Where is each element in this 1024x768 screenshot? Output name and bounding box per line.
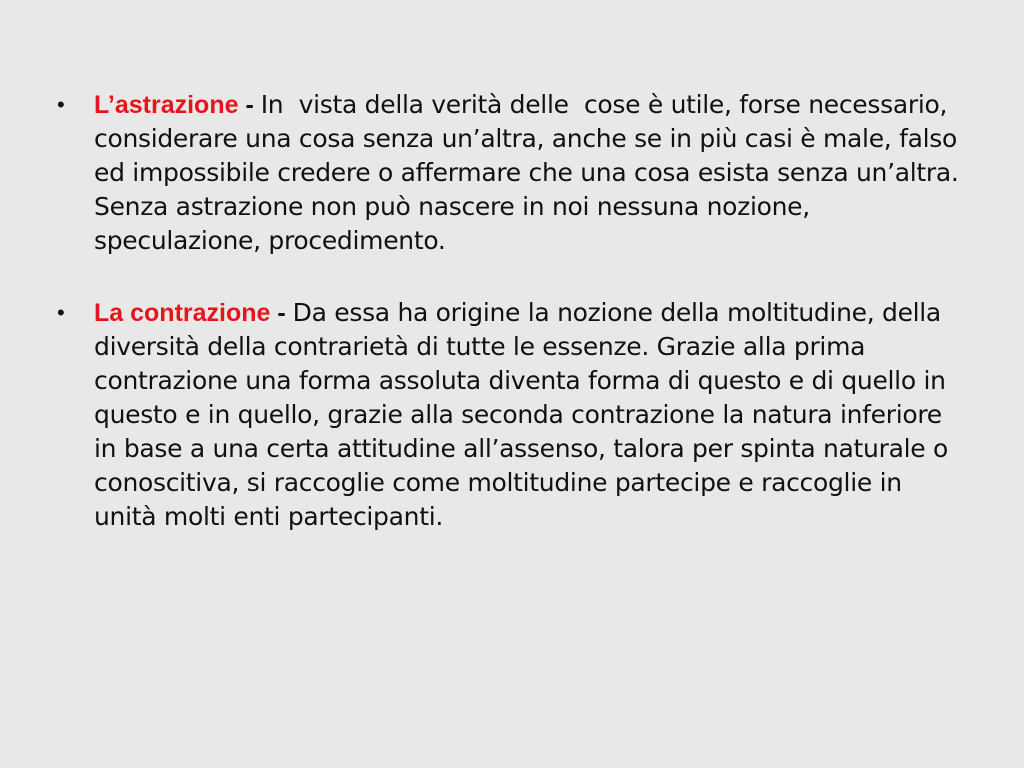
bullet-marker: • <box>57 300 65 325</box>
bullet-item-astrazione <box>55 88 970 258</box>
bullet-item-contrazione <box>55 296 970 534</box>
term-contrazione: La contrazione <box>94 299 271 327</box>
definition-contrazione: Da essa ha origine la nozione della moltitudine, della diversità della contrarietà di tutte le essenze. Grazie alla prima contrazione una forma assoluta diventa forma di questo e di quello in questo e in quello, grazie alla seconda contrazione la natura inferiore in base a una certa attitudine all’assenso, talora per spinta naturale o conoscitiva, si raccoglie come moltitudine partecipe e raccoglie in unità molti enti partecipanti. <box>94 298 956 531</box>
term-separator: - <box>238 91 261 119</box>
term-astrazione: L’astrazione <box>94 91 239 119</box>
term-separator: - <box>270 299 293 327</box>
bullet-list <box>55 88 970 534</box>
definition-astrazione: In vista della verità delle cose è utile, forse necessario, considerare una cosa senza un’altra, anche se in più casi è male, falso ed impossibile credere o affermare che una cosa esista senza un’altra. Senza astrazione non può nascere in noi nessuna nozione, speculazione, procedimento. <box>94 90 967 255</box>
bullet-marker: • <box>57 92 65 117</box>
